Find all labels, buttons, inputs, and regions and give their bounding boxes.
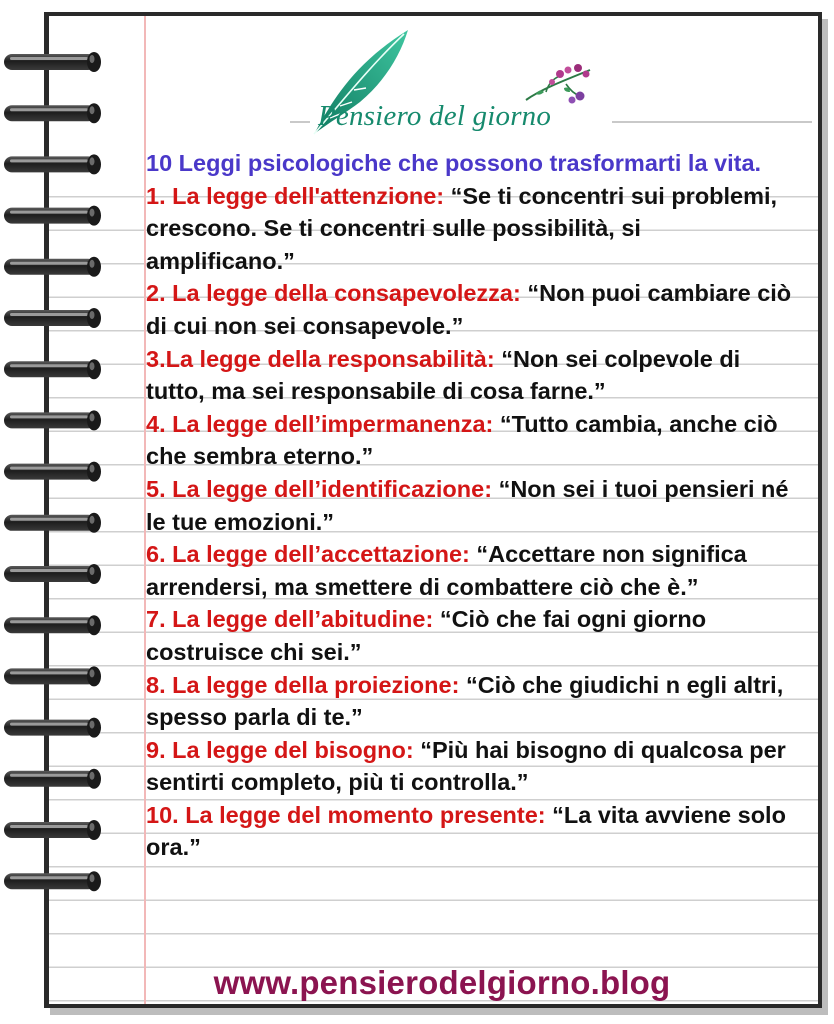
law-title: 3.La legge della responsabilità: [146,345,495,372]
law-title: 8. La legge della proiezione: [146,671,460,698]
binding-ring-icon [4,308,101,328]
law-quote: “Se ti concentri sui problemi, crescono. Se ti concentri sulle possibilità, si amplificano.” [146,182,778,274]
law-item [146,277,796,342]
binding-ring-icon [4,718,101,738]
law-title: 2. La legge della consapevolezza: [146,280,521,307]
law-title: 10. La legge del momento presente: [146,801,546,828]
binding-ring-icon [4,410,101,430]
spiral-binding [0,0,120,1024]
binding-ring-icon [4,820,101,840]
law-quote: “Non sei i tuoi pensieri né le tue emozioni.” [146,475,789,535]
law-item [146,408,796,473]
law-quote: “Non sei colpevole di tutto, ma sei responsabile di cosa farne.” [146,345,741,405]
binding-ring-icon [4,257,101,277]
binding-ring-icon [4,206,101,226]
binding-ring-icon [4,462,101,482]
law-quote: “Accettare non significa arrendersi, ma smettere di combattere ciò che è.” [146,541,747,600]
law-quote: “Non puoi cambiare ciò di cui non sei consapevole.” [146,280,792,339]
law-item [146,343,796,408]
law-quote: “Ciò che giudichi n egli altri, spesso parla di te.” [146,671,784,731]
law-title: 7. La legge dell’abitudine: [146,606,434,633]
law-item [146,180,796,278]
law-item [146,473,796,538]
law-title: 5. La legge dell’identificazione: [146,475,493,502]
law-quote: “Tutto cambia, anche ciò che sembra eterno.” [146,410,778,470]
law-title: 9. La legge del bisogno: [146,736,414,763]
binding-ring-icon [4,615,101,635]
law-quote: “La vita avviene solo ora.” [146,801,786,861]
law-quote: “Ciò che fai ogni giorno costruisce chi sei.” [146,606,707,665]
logo-text: Pensiero del giorno [318,100,552,132]
website-link[interactable]: www.pensierodelgiorno.blog [213,964,671,1001]
law-item [146,799,796,864]
logo [0,0,834,150]
law-quote: “Più hai bisogno di qualcosa per sentirti completo, più ti controlla.” [146,736,786,796]
binding-ring-icon [4,871,101,891]
binding-ring-icon [4,359,101,379]
law-title: 4. La legge dell’impermanenza: [146,410,494,437]
binding-ring-icon [4,103,101,123]
binding-ring-icon [4,769,101,789]
binding-ring-icon [4,564,101,584]
binding-ring-icon [4,154,101,174]
law-item [146,734,796,799]
law-item [146,538,796,603]
binding-ring-icon [4,513,101,533]
binding-ring-icon [4,52,101,72]
law-title: 1. La legge dell'attenzione: [146,182,445,209]
logo-rule-right [612,121,812,123]
law-item [146,603,796,668]
intro-heading: 10 Leggi psicologiche che possono trasformarti la vita. [146,150,762,176]
law-item [146,669,796,734]
laws-container [146,180,796,864]
laws-list [146,147,796,864]
law-title: 6. La legge dell’accettazione: [146,541,470,568]
binding-ring-icon [4,666,101,686]
